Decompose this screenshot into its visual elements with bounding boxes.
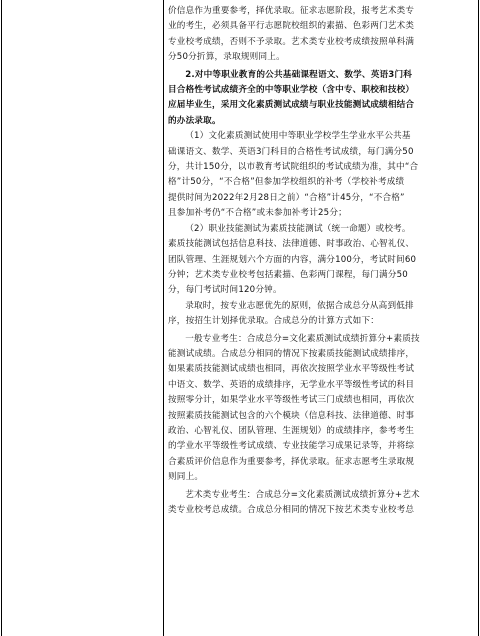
text-line: 分50分折算，录取规则同上。 — [168, 52, 285, 63]
text-line: 一般专业考生：合成总分=文化素质测试成绩折算分+素质技 — [185, 333, 420, 344]
text-line: 提供时间为2022年2月28日之前）“合格”计45分，“不合格” — [168, 192, 405, 203]
text-line: 础课语文、数学、英语3门科目的合格性考试成绩，每门满分50 — [168, 146, 414, 157]
text-line: 素质技能测试包括信息科技、法律道德、时事政治、心智礼仪、 — [168, 239, 415, 250]
text-line: （1）文化素质测试使用中等职业学校学生学业水平公共基 — [185, 131, 411, 142]
text-line: 则同上。 — [168, 472, 204, 483]
text-line: 分，共计150分，以市教育考试院组织的考试成绩为准，其中“合 — [168, 162, 419, 173]
text-line: 价信息作为重要参考，择优录取。征求志愿阶段，报考艺术类专 — [168, 6, 415, 16]
text-line: 专业校考成绩，否则不予录取。艺术类专业校考成绩按照单科满 — [168, 36, 415, 47]
text-line: 中语文、数学、英语的成绩排序，无学业水平等级性考试的科目 — [168, 379, 415, 390]
text-line: 业的考生，必须具备平行志愿院校组织的素描、色彩两门艺术类 — [168, 21, 415, 32]
text-line: 的办法录取。 — [168, 115, 221, 126]
text-line: 格”计50分，“不合格”但参加学校组织的补考（学校补考成绩 — [168, 177, 405, 188]
text-line: 分，每门考试时间120分钟。 — [168, 285, 282, 296]
text-line: 且参加补考仍“不合格”或未参加补考计25分； — [168, 208, 347, 219]
text-line: 如果素质技能测试成绩也相同，再依次按照学业水平等级性考试 — [168, 364, 415, 375]
table-border-right — [478, 0, 479, 636]
text-line: 2.对中等职业教育的公共基础课程语文、数学、英语3门科 — [185, 69, 413, 80]
text-line: 分钟；艺术类专业校考包括素描、色彩两门课程，每门满分50 — [168, 269, 408, 280]
text-line: 序，按招生计划择优录取。合成总分的计算方式如下： — [168, 316, 380, 327]
text-line: 录取时，按专业志愿优先的原则，依据合成总分从高到低排 — [185, 300, 414, 311]
text-line: 艺术类专业考生：合成总分=文化素质测试成绩折算分+艺术 — [185, 489, 420, 500]
text-line: 政治、心智礼仪、团队管理、生涯规划）的成绩排序，参考考生 — [168, 425, 415, 436]
text-line: 按照零分计，如果学业水平等级性考试三门成绩也相同，再依次 — [168, 395, 415, 406]
text-line: 能测试成绩。合成总分相同的情况下按素质技能测试成绩排序， — [168, 348, 415, 359]
text-line: 按照素质技能测试包含的六个模块（信息科技、法律道德、时事 — [168, 410, 415, 421]
text-line: 应届毕业生，采用文化素质测试成绩与职业技能测试成绩相结合 — [168, 100, 415, 111]
text-line: 团队管理、生涯规划六个方面的内容，满分100分，考试时间60 — [168, 254, 417, 265]
text-line: 目合格性考试成绩齐全的中等职业学校（含中专、职校和技校） — [168, 85, 415, 96]
table-border-left — [1, 0, 2, 636]
table-border-middle — [163, 0, 164, 636]
text-line: 类专业校考总成绩。合成总分相同的情况下按艺术类专业校考总 — [168, 505, 415, 515]
text-line: （2）职业技能测试为素质技能测试（统一命题）或校考。 — [185, 223, 411, 234]
text-line: 合素质评价信息作为重要参考，择优录取。征求志愿考生录取规 — [168, 456, 415, 467]
text-line: 的学业水平等级性考试成绩、专业技能学习成果记录等，并将综 — [168, 441, 415, 452]
document-text-cell — [168, 4, 474, 518]
